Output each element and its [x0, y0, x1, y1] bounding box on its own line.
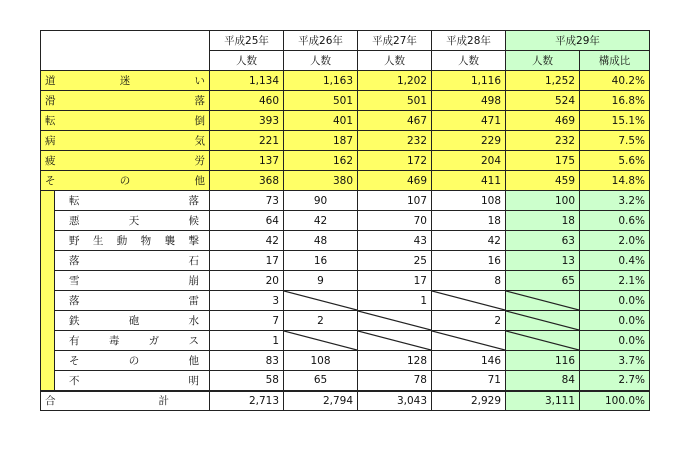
count-cell: 18 — [506, 211, 580, 231]
subcategory-indent — [41, 211, 55, 231]
count-cell: 42 — [284, 211, 358, 231]
ratio-cell: 40.2% — [580, 71, 650, 91]
row-label — [55, 331, 210, 351]
row-label — [55, 211, 210, 231]
subcategory-indent — [41, 271, 55, 291]
row-label — [55, 271, 210, 291]
label-char: 労 — [194, 155, 205, 167]
ratio-cell: 0.4% — [580, 251, 650, 271]
count-cell: 16 — [432, 251, 506, 271]
label-char: 崩 — [188, 275, 199, 287]
table-row — [41, 71, 650, 91]
count-cell: 63 — [506, 231, 580, 251]
count-cell: 501 — [284, 91, 358, 111]
count-cell — [284, 331, 358, 351]
ratio-cell: 7.5% — [580, 131, 650, 151]
count-cell: 65 — [506, 271, 580, 291]
label-char: 落 — [69, 295, 80, 307]
count-cell: 1,252 — [506, 71, 580, 91]
row-label-text — [69, 313, 199, 328]
count-cell: 2 — [284, 311, 358, 331]
label-char: 有 — [69, 335, 80, 347]
row-label — [41, 151, 210, 171]
not-applicable-slash — [432, 291, 505, 310]
count-cell: 48 — [284, 231, 358, 251]
count-cell: 13 — [506, 251, 580, 271]
label-char: 落 — [194, 95, 205, 107]
row-label-text — [45, 73, 205, 88]
table-row — [41, 351, 650, 371]
row-label-text — [45, 113, 205, 128]
count-cell: 204 — [432, 151, 506, 171]
table-row — [41, 371, 650, 391]
table-row — [41, 111, 650, 131]
label-char: 道 — [45, 75, 56, 87]
subcategory-indent — [41, 231, 55, 251]
count-cell: 9 — [284, 271, 358, 291]
ratio-cell: 2.1% — [580, 271, 650, 291]
table-row — [41, 151, 650, 171]
count-cell: 467 — [358, 111, 432, 131]
row-label — [55, 311, 210, 331]
count-cell: 411 — [432, 171, 506, 191]
total-ratio-cell: 100.0% — [580, 391, 650, 411]
count-cell: 20 — [210, 271, 284, 291]
label-char: 雪 — [69, 275, 80, 287]
label-char: い — [194, 75, 205, 87]
count-cell: 71 — [432, 371, 506, 391]
count-cell: 498 — [432, 91, 506, 111]
subcategory-indent — [41, 311, 55, 331]
row-label — [41, 111, 210, 131]
label-char: 天 — [128, 215, 140, 227]
count-cell: 501 — [358, 91, 432, 111]
count-cell — [432, 291, 506, 311]
not-applicable-slash — [284, 331, 357, 350]
count-cell — [432, 331, 506, 351]
subcategory-indent — [41, 251, 55, 271]
count-cell: 232 — [506, 131, 580, 151]
ratio-cell: 0.6% — [580, 211, 650, 231]
table-row — [41, 171, 650, 191]
label-char: 病 — [45, 135, 56, 147]
ratio-cell: 0.0% — [580, 331, 650, 351]
row-label — [55, 231, 210, 251]
count-cell — [358, 311, 432, 331]
ratio-cell: 3.2% — [580, 191, 650, 211]
count-cell: 1,134 — [210, 71, 284, 91]
ratio-cell: 15.1% — [580, 111, 650, 131]
label-char: 転 — [69, 195, 80, 207]
label-char: ス — [188, 335, 199, 347]
table-row — [41, 251, 650, 271]
count-cell: 401 — [284, 111, 358, 131]
not-applicable-slash — [506, 311, 579, 330]
count-cell: 380 — [284, 171, 358, 191]
subcategory-indent — [41, 291, 55, 311]
header-year: 平成28年 — [432, 31, 506, 51]
row-label-text — [69, 253, 199, 268]
ratio-cell: 2.0% — [580, 231, 650, 251]
table-row — [41, 311, 650, 331]
count-cell: 108 — [432, 191, 506, 211]
count-cell: 172 — [358, 151, 432, 171]
row-label-text — [45, 153, 205, 168]
row-label-text — [69, 233, 199, 248]
table-row — [41, 211, 650, 231]
row-label-text — [69, 353, 199, 368]
count-cell: 137 — [210, 151, 284, 171]
total-count-cell: 2,794 — [284, 391, 358, 411]
row-label — [41, 91, 210, 111]
label-char: 滑 — [45, 95, 56, 107]
count-cell: 229 — [432, 131, 506, 151]
header-year: 平成27年 — [358, 31, 432, 51]
count-cell: 17 — [210, 251, 284, 271]
label-char: 迷 — [119, 75, 131, 87]
count-cell: 221 — [210, 131, 284, 151]
row-label — [55, 351, 210, 371]
row-label — [55, 191, 210, 211]
label-char: 野 — [69, 235, 80, 247]
count-cell: 64 — [210, 211, 284, 231]
count-cell: 524 — [506, 91, 580, 111]
label-char: 不 — [69, 374, 80, 387]
ratio-cell: 0.0% — [580, 291, 650, 311]
label-char: 生 — [92, 235, 104, 247]
count-cell — [506, 331, 580, 351]
label-char: 動 — [116, 235, 128, 247]
count-cell: 3 — [210, 291, 284, 311]
row-label-text — [69, 333, 199, 348]
header-count: 人数 — [506, 51, 580, 71]
count-cell: 84 — [506, 371, 580, 391]
header-ratio: 構成比 — [580, 51, 650, 71]
label-char: 水 — [188, 315, 199, 327]
label-char: そ — [45, 175, 56, 187]
row-label-text — [45, 93, 205, 108]
label-char: 落 — [188, 195, 199, 207]
total-count-cell: 2,929 — [432, 391, 506, 411]
table-row — [41, 91, 650, 111]
ratio-cell: 2.7% — [580, 371, 650, 391]
label-char: 候 — [188, 215, 199, 227]
subcategory-indent — [41, 191, 55, 211]
count-cell: 7 — [210, 311, 284, 331]
header-row-years — [41, 31, 650, 51]
count-cell: 43 — [358, 231, 432, 251]
ratio-cell: 16.8% — [580, 91, 650, 111]
header-count: 人数 — [210, 51, 284, 71]
count-cell: 58 — [210, 371, 284, 391]
label-char: の — [128, 355, 140, 367]
total-row — [41, 391, 650, 411]
count-cell: 128 — [358, 351, 432, 371]
count-cell: 42 — [432, 231, 506, 251]
row-label-text — [45, 393, 169, 408]
label-char: 倒 — [194, 115, 205, 127]
label-char: そ — [69, 355, 80, 367]
row-label-text — [69, 293, 199, 308]
subcategory-indent — [41, 331, 55, 351]
label-char: 悪 — [69, 215, 80, 227]
count-cell: 100 — [506, 191, 580, 211]
count-cell: 232 — [358, 131, 432, 151]
not-applicable-slash — [358, 331, 431, 350]
header-corner — [41, 31, 210, 71]
table-row — [41, 271, 650, 291]
total-count-cell: 3,043 — [358, 391, 432, 411]
accident-table-container — [40, 30, 650, 411]
total-count-cell: 3,111 — [506, 391, 580, 411]
row-label-text — [69, 373, 199, 388]
count-cell — [506, 291, 580, 311]
count-cell: 459 — [506, 171, 580, 191]
label-char: 疲 — [45, 155, 56, 167]
count-cell — [506, 311, 580, 331]
header-count: 人数 — [284, 51, 358, 71]
subcategory-indent — [41, 351, 55, 371]
table-row — [41, 191, 650, 211]
count-cell: 42 — [210, 231, 284, 251]
count-cell: 16 — [284, 251, 358, 271]
label-char: 石 — [188, 255, 199, 267]
ratio-cell: 5.6% — [580, 151, 650, 171]
row-label — [41, 71, 210, 91]
count-cell: 108 — [284, 351, 358, 371]
label-char: 毒 — [108, 335, 120, 347]
label-char: 落 — [69, 255, 80, 267]
total-count-cell: 2,713 — [210, 391, 284, 411]
ratio-cell: 14.8% — [580, 171, 650, 191]
count-cell: 471 — [432, 111, 506, 131]
ratio-cell: 3.7% — [580, 351, 650, 371]
row-label-text — [45, 133, 205, 148]
count-cell: 18 — [432, 211, 506, 231]
header-count: 人数 — [358, 51, 432, 71]
count-cell: 73 — [210, 191, 284, 211]
count-cell: 90 — [284, 191, 358, 211]
not-applicable-slash — [506, 291, 579, 310]
count-cell: 65 — [284, 371, 358, 391]
count-cell: 70 — [358, 211, 432, 231]
label-char: 鉄 — [69, 315, 80, 327]
label-char: 襲 — [164, 235, 176, 247]
accident-stats-table — [40, 30, 650, 411]
label-char: 撃 — [188, 235, 199, 247]
row-label — [55, 251, 210, 271]
count-cell — [284, 291, 358, 311]
count-cell: 2 — [432, 311, 506, 331]
count-cell: 460 — [210, 91, 284, 111]
row-label-text — [69, 193, 199, 208]
label-char: 計 — [158, 395, 169, 408]
count-cell: 469 — [358, 171, 432, 191]
header-year: 平成29年 — [506, 31, 650, 51]
not-applicable-slash — [284, 291, 357, 310]
label-char: 砲 — [128, 315, 140, 327]
count-cell: 1 — [210, 331, 284, 351]
label-char: 転 — [45, 115, 56, 127]
count-cell: 116 — [506, 351, 580, 371]
label-char: ガ — [148, 335, 160, 347]
header-count: 人数 — [432, 51, 506, 71]
label-char: 明 — [188, 374, 199, 387]
not-applicable-slash — [506, 331, 579, 350]
label-char: 雷 — [188, 295, 199, 307]
count-cell: 107 — [358, 191, 432, 211]
header-year: 平成26年 — [284, 31, 358, 51]
label-char: 気 — [194, 135, 205, 147]
count-cell: 175 — [506, 151, 580, 171]
count-cell: 8 — [432, 271, 506, 291]
count-cell: 393 — [210, 111, 284, 131]
label-char: の — [119, 175, 131, 187]
count-cell: 162 — [284, 151, 358, 171]
not-applicable-slash — [432, 331, 505, 350]
label-char: 他 — [194, 175, 205, 187]
row-label — [41, 391, 210, 411]
count-cell: 1,202 — [358, 71, 432, 91]
row-label-text — [69, 273, 199, 288]
row-label-text — [45, 173, 205, 188]
row-label — [55, 371, 210, 391]
row-label-text — [69, 213, 199, 228]
label-char: 合 — [45, 395, 56, 408]
count-cell: 78 — [358, 371, 432, 391]
row-label — [55, 291, 210, 311]
count-cell: 25 — [358, 251, 432, 271]
ratio-cell: 0.0% — [580, 311, 650, 331]
count-cell: 1 — [358, 291, 432, 311]
table-row — [41, 331, 650, 351]
table-row — [41, 231, 650, 251]
label-char: 他 — [188, 355, 199, 367]
table-row — [41, 291, 650, 311]
count-cell: 368 — [210, 171, 284, 191]
count-cell: 146 — [432, 351, 506, 371]
count-cell: 1,116 — [432, 71, 506, 91]
row-label — [41, 171, 210, 191]
count-cell — [358, 331, 432, 351]
count-cell: 187 — [284, 131, 358, 151]
subcategory-indent — [41, 371, 55, 391]
count-cell: 17 — [358, 271, 432, 291]
table-row — [41, 131, 650, 151]
label-char: 物 — [140, 235, 152, 247]
header-year: 平成25年 — [210, 31, 284, 51]
count-cell: 1,163 — [284, 71, 358, 91]
not-applicable-slash — [358, 311, 431, 330]
count-cell: 83 — [210, 351, 284, 371]
count-cell: 469 — [506, 111, 580, 131]
row-label — [41, 131, 210, 151]
